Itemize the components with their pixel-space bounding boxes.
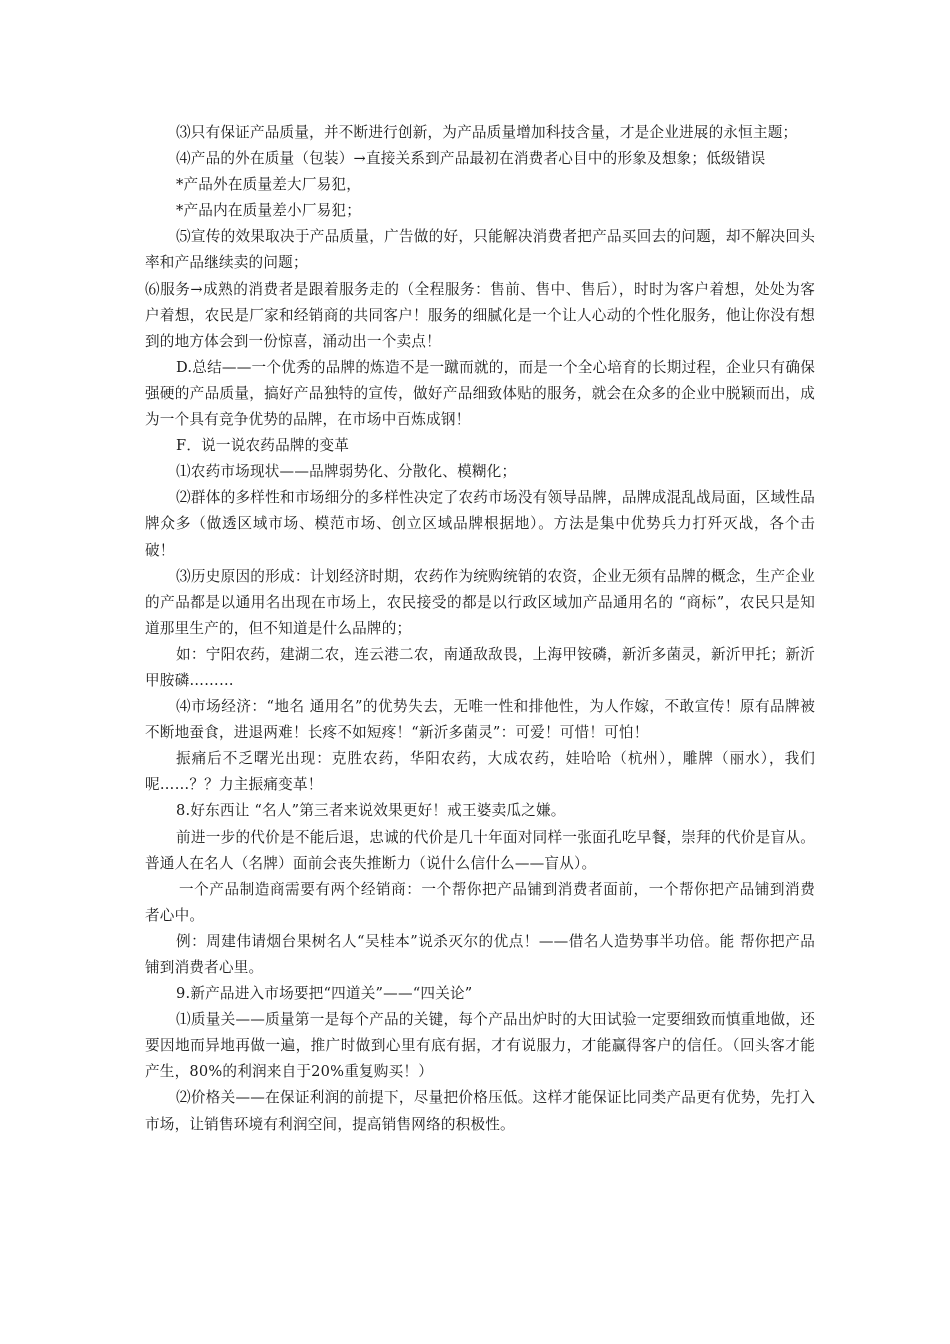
paragraph-cost-of-loyalty: 前进一步的代价是不能后退，忠诚的代价是几十年面对同样一张面孔吃早餐，崇拜的代价是盲从。普通人在名人（名牌）面前会丧失推断力（说什么信什么——盲从）。: [145, 828, 815, 872]
document-body: [145, 120, 815, 1138]
paragraph-summary: D.总结——一个优秀的品牌的炼造不是一蹴而就的，而是一个全心培育的长期过程，企业只有确保强硬的产品质量，搞好产品独特的宣传，做好产品细致体贴的服务，就会在众多的企业中脱颖而出，成为一个具有竞争优势的品牌，在市场中百炼成钢！: [145, 358, 815, 429]
paragraph-celebrity-example: 例：周建伟请烟台果树名人“吴桂本”说杀灭尔的优点！——借名人造势事半功倍。能 帮你把产品铺到消费者心里。: [145, 932, 815, 976]
paragraph-service: ⑹服务→成熟的消费者是跟着服务走的（全程服务：售前、售中、售后），时时为客户着想，处处为客户着想，农民是厂家和经销商的共同客户！服务的细腻化是一个让人心动的个性化服务，他让你没有想到的地方体会到一份惊喜，涌动出一个卖点！: [145, 280, 815, 350]
paragraph-external-quality: *产品外在质量差大厂易犯，: [176, 176, 362, 194]
heading-celebrity: 8.好东西让 “名人”第三者来说效果更好！戒王婆卖瓜之嫌。: [176, 802, 566, 820]
paragraph-packaging: ⑷产品的外在质量（包装）→直接关系到产品最初在消费者心目中的形象及想象；低级错误: [176, 150, 766, 168]
paragraph-quality-gate: ⑴质量关——质量第一是每个产品的关键，每个产品出炉时的大田试验一定要细致而慎重地做，还要因地而异地再做一遍，推广时做到心里有底有据，才有说服力，才能赢得客户的信任。（回头客才能产生，80%的利润来自于20%重复购买！）: [145, 1011, 815, 1081]
paragraph-price-gate: ⑵价格关——在保证利润的前提下，尽量把价格压低。这样才能保证比同类产品更有优势，先打入市场，让销售环境有利润空间，提高销售网络的积极性。: [145, 1089, 815, 1133]
paragraph-two-distributors: 一个产品制造商需要有两个经销商：一个帮你把产品铺到消费者面前，一个帮你把产品铺到消费者心中。: [145, 880, 815, 924]
paragraph-diversity: ⑵群体的多样性和市场细分的多样性决定了农药市场没有领导品牌，品牌成混乱战局面，区域性品牌众多（做透区域市场、模范市场、创立区域品牌根据地）。方法是集中优势兵力打歼灭战，各个击破！: [145, 489, 815, 559]
paragraph-internal-quality: *产品内在质量差小厂易犯；: [176, 202, 362, 220]
heading-four-gates: 9.新产品进入市场要把“四道关”——“四关论”: [176, 985, 473, 1003]
paragraph-quality-innovation: ⑶只有保证产品质量，并不断进行创新，为产品质量增加科技含量，才是企业进展的永恒主题；: [176, 124, 798, 141]
paragraph-advertising: ⑸宣传的效果取决于产品质量，广告做的好，只能解决消费者把产品买回去的问题，却不解决回头率和产品继续卖的问题；: [145, 228, 815, 272]
heading-brand-reform: F．说一说农药品牌的变革: [176, 437, 350, 455]
paragraph-history: ⑶历史原因的形成：计划经济时期，农药作为统购统销的农资，企业无须有品牌的概念，生产企业的产品都是以通用名出现在市场上，农民接受的都是以行政区域加产品通用名的 “商标”，农民只是知道那里生产的，但不知道是什么品牌的；: [145, 567, 815, 637]
paragraph-market-status: ⑴农药市场现状——品牌弱势化、分散化、模糊化；: [176, 463, 517, 481]
paragraph-hope: 振痛后不乏曙光出现：克胜农药，华阳农药，大成农药，娃哈哈（杭州），雕牌（丽水），我们呢……？？力主振痛变革！: [145, 750, 815, 794]
paragraph-market-economy: ⑷市场经济：“地名 通用名”的优势失去，无唯一性和排他性，为人作嫁，不敢宣传！原有品牌被不断地蚕食，进退两难！长疼不如短疼！“新沂多菌灵”：可爱！可惜！可怕！: [145, 698, 815, 742]
paragraph-examples: 如：宁阳农药，建湖二农，连云港二农，南通敌敌畏，上海甲铵磷，新沂多菌灵，新沂甲托；新沂甲胺磷………: [145, 645, 815, 689]
